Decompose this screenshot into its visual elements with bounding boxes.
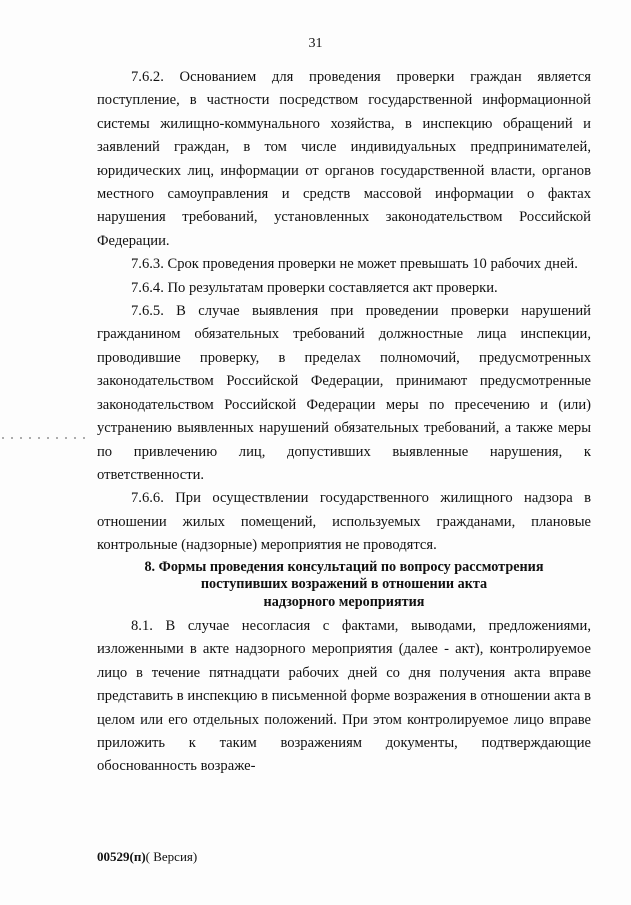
- section-heading-line-2: поступивших возражений в отношении акта: [200, 576, 488, 593]
- section-heading-line-1: 8. Формы проведения консультаций по вопросу рассмотрения: [144, 558, 544, 575]
- document-footer: [97, 849, 197, 865]
- paragraph-7-6-5: 7.6.5. В случае выявления при проведении проверки нарушений гражданином обязательных требований должностные лица инспекции, проводившие проверку, в пределах полномочий, предусмотренных законодательством Российской Федерации, принимают предусмотренные законодательством Российской Федерации меры по пресечению и (или) устранению выявленных нарушений обязательных требований, а также меры по привлечению лиц, допустивших выявленные нарушения, к ответственности.: [97, 303, 591, 483]
- paragraph-7-6-3: 7.6.3. Срок проведения проверки не может превышать 10 рабочих дней.: [131, 256, 578, 273]
- paragraph-7-6-4: 7.6.4. По результатам проверки составляется акт проверки.: [131, 279, 498, 296]
- page-number: 31: [308, 36, 323, 51]
- paragraph-7-6-2: 7.6.2. Основанием для проведения проверки граждан является поступление, в частности посредством государственной информационной системы жилищно-коммунального хозяйства, в инспекцию обращений и заявлений граждан, в том числе индивидуальных предпринимателей, юридических лиц, информации от органов государственной власти, органов местного самоуправления и средств массовой информации о фактах нарушения требований, установленных законодательством Российской Федерации.: [97, 69, 591, 249]
- section-heading-line-3: надзорного мероприятия: [263, 593, 425, 610]
- document-code: 00529(п): [97, 849, 146, 864]
- paragraph-8-1: 8.1. В случае несогласия с фактами, выводами, предложениями, изложенными в акте надзорного мероприятия (далее - акт), контролируемое лицо в течение пятнадцати рабочих дней со дня получения акта вправе представить в инспекцию в письменной форме возражения в отношении акта в целом или его отдельных положений. При этом контролируемое лицо вправе приложить к таким возражениям документы, подтверждающие обоснованность возраже-: [97, 618, 591, 775]
- scan-artifact-line: [2, 437, 92, 439]
- document-body: [97, 66, 591, 779]
- section-heading: [97, 559, 591, 612]
- paragraph-7-6-6: 7.6.6. При осуществлении государственного жилищного надзора в отношении жилых помещений, используемых гражданами, плановые контрольные (надзорные) мероприятия не проводятся.: [97, 490, 591, 554]
- document-version: ( Версия): [145, 849, 198, 864]
